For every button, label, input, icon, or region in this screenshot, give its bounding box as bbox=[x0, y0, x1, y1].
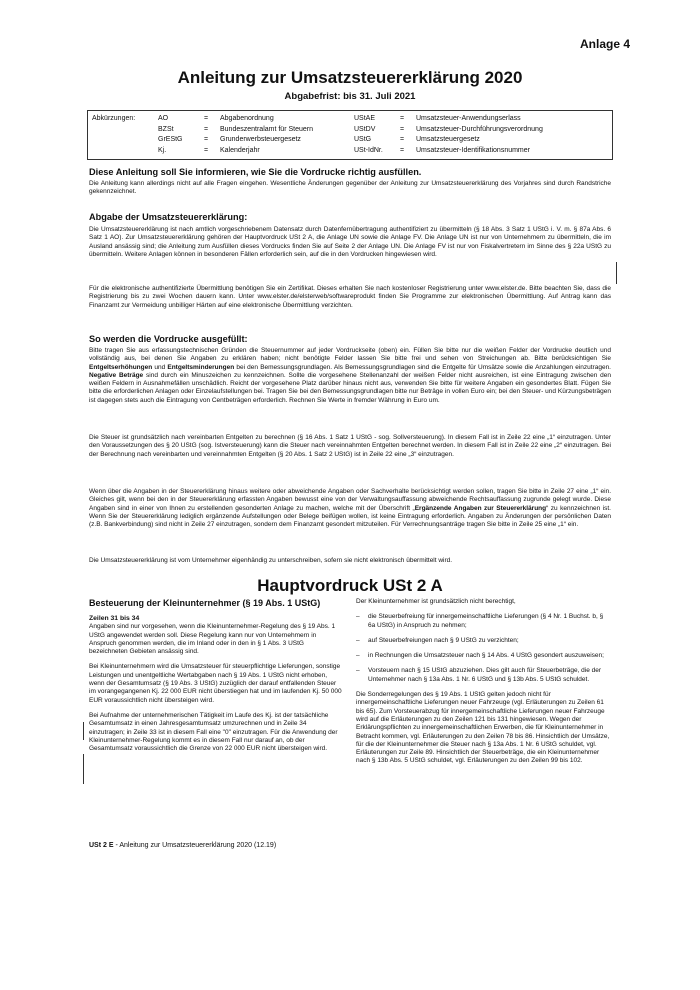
document-title: Anleitung zur Umsatzsteuererklärung 2020 bbox=[177, 68, 523, 87]
abbreviation-row: UStDV = Umsatzsteuer-Durchführungsverordnung bbox=[354, 125, 543, 133]
annex-label: Anlage 4 bbox=[579, 37, 630, 51]
abbreviation-row: GrEStG = Grunderwerbsteuergesetz bbox=[158, 136, 301, 143]
abbreviation-row: UStAE = Umsatzsteuer-Anwendungserlass bbox=[354, 115, 521, 122]
abbreviations-left-column bbox=[158, 114, 313, 156]
change-marker bbox=[83, 722, 84, 740]
intro-heading: Diese Anleitung soll Sie informieren, wie Sie die Vordrucke richtig ausfüllen. bbox=[89, 167, 422, 177]
list-item: – die Steuerbefreiung für innergemeinschaftliche Lieferungen (§ 4 Nr. 1 Buchst. b, § 6a UStG) in Anspruch zu nehmen; bbox=[356, 613, 604, 629]
abbreviations-box bbox=[87, 110, 613, 160]
paragraph: Bei Kleinunternehmern wird die Umsatzsteuer für steuerpflichtige Lieferungen, sonstige Leistungen und unentgeltliche Wertabgaben nach § 19 Abs. 1 UStG nicht erhoben, wenn der Gesamtumsatz (§ 19 Abs. 3 UStG) zuzüglich der darauf entfallenden Steuer im vorangegangenen Kj. 22 000 EUR nicht überstiegen hat und im laufenden Kj. 50 000 EUR voraussichtlich nicht übersteigen wird. bbox=[89, 663, 342, 704]
ausfuellen-paragraph: Wenn über die Angaben in der Steuererklärung hinaus weitere oder abweichende Angaben oder Sachverhalte berücksichtigt werden sollen, tragen Sie bitte in Zeile 27 eine „1“ ein. Gleiches gilt, wenn bei den in der Steuererklärung erfassten Angaben bewusst eine von der Verwaltungsauffassung abweichende Rechtsauffassung zugrunde gelegt wurde. Diese Angaben sind in einer von Ihnen zu erstellenden gesonderten Anlage zu machen, welche mit der Überschrift „Ergänzende Angaben zur Steuererklärung“ zu kennzeichnen ist. Wenn Sie der Steuererklärung lediglich ergänzende Aufstellungen oder Belege beifügen wollen, ist keine Eintragung erforderlich. Angaben zu Änderungen der persönlichen Daten (z.B. Bankverbindung) sind nicht in Zeile 27 einzutragen, sondern dem Finanzamt gesondert mitzuteilen. Für Verrechnungsanträge tragen Sie bitte in Zeile 25 eine „1“ ein. bbox=[89, 488, 611, 529]
abbreviation-row: BZSt = Bundeszentralamt für Steuern bbox=[158, 125, 313, 133]
ausfuellen-paragraph: Die Umsatzsteuererklärung ist vom Unternehmer eigenhändig zu unterschreiben, sofern sie nicht elektronisch übermittelt wird. bbox=[89, 557, 453, 564]
abgabe-paragraph: Die Umsatzsteuererklärung ist nach amtlich vorgeschriebenem Datensatz durch Datenfernübertragung authentifiziert zu übermitteln (§ 18 Abs. 3 Satz 1 UStG i. V. m. § 87a Abs. 6 Satz 1 AO). Zur Umsatzsteuererklärung gehören der Hauptvordruck USt 2 A, die Anlage UN sowie die Anlage FV. Die Anlage UN ist nur von Unternehmern zu übermitteln, die im Ausland ansässig sind; die Anleitung zum Ausfüllen dieses Vordrucks finden Sie auf Seite 2 der Anlage UN. Die Anlage FV ist nur von Fiskalvertretern im Sinne des § 22a UStG zu übermitteln. Weitere Anlagen können in besonderen Fällen erforderlich sein, auf die in den Vordrucken hingewiesen wird. bbox=[89, 226, 611, 258]
list-item: – auf Steuerbefreiungen nach § 9 UStG zu verzichten; bbox=[356, 636, 519, 644]
paragraph: Die Sonderregelungen des § 19 Abs. 1 UStG gelten jedoch nicht für innergemeinschaftliche Lieferungen neuer Fahrzeuge (vgl. Erläuterungen zu Zeilen 61 bis 65). Zum Vorsteuerabzug für innergemeinschaftliche Lieferungen neuer Fahrzeuge wird auf die Erläuterungen zu den Zeilen 121 bis 131 hingewiesen. Wegen der Erklärungspflichten zu innergemeinschaftlichen Erwerben, die für Kleinunternehmer in Betracht kommen, vgl. Erläuterungen zu den Zeilen 78 bis 86. Hinsichtlich der Umsätze, für die der Kleinunternehmer die Steuer nach § 13a Abs. 1 Nr. 6 UStG schuldet, vgl. Erläuterungen zur Zeile 89. Hinsichtlich der Steuerbeträge, die ein Kleinunternehmer nach § 13b Abs. 5 UStG schuldet, vgl. Erläuterungen zu den Zeilen 99 bis 102. bbox=[356, 691, 610, 765]
intro-text: Die Anleitung kann allerdings nicht auf alle Fragen eingehen. Wesentliche Änderungen gegenüber der Anleitung zur Umsatzsteuererklärung des Vorjahres sind durch Randstriche gekennzeichnet. bbox=[89, 180, 611, 196]
abbreviation-row: AO = Abgabenordnung bbox=[158, 115, 274, 122]
change-marker bbox=[616, 262, 617, 284]
ausfuellen-heading: So werden die Vordrucke ausgefüllt: bbox=[89, 334, 248, 344]
abbreviations-label: Abkürzungen: bbox=[92, 115, 136, 122]
abbreviation-row: UStG = Umsatzsteuergesetz bbox=[354, 136, 480, 143]
abbreviation-row: Kj. = Kalenderjahr bbox=[158, 146, 260, 154]
change-marker bbox=[83, 754, 84, 784]
abgabe-paragraph: Für die elektronische authentifizierte Übermittlung benötigen Sie ein Zertifikat. Dieses erhalten Sie nach kostenloser Registrierung unter www.elster.de. Bitte beachten Sie, dass die Registrierung bis zu zwei Wochen dauern kann. Unter www.elster.de/elsterweb/softwareprodukt finden Sie Programme zur elektronischen Übermittlung. Auf Antrag kann das Finanzamt zur Vermeidung unbilliger Härten auf eine elektronische Übermittlung verzichten. bbox=[89, 285, 611, 309]
right-column bbox=[356, 598, 611, 773]
kleinunternehmer-heading: Besteuerung der Kleinunternehmer (§ 19 Abs. 1 UStG) bbox=[89, 598, 321, 608]
list-item: – in Rechnungen die Umsatzsteuer nach § 14 Abs. 4 UStG gesondert auszuweisen; bbox=[356, 652, 604, 660]
list-item: – Vorsteuern nach § 15 UStG abzuziehen. Dies gilt auch für Steuerbeträge, die der Unternehmer nach § 13a Abs. 1 Nr. 6 UStG und § 13b Abs. 5 UStG schuldet. bbox=[356, 667, 602, 683]
footer: USt 2 E - Anleitung zur Umsatzsteuererklärung 2020 (12.19) bbox=[89, 842, 277, 849]
paragraph: Angaben sind nur vorgesehen, wenn die Kleinunternehmer-Regelung des § 19 Abs. 1 UStG angewendet werden soll. Diese Regelung kann nur von Unternehmern in Anspruch genommen werden, die im Inland oder in den in § 1 Abs. 3 UStG bezeichneten Gebieten ansässig sind. bbox=[89, 623, 336, 656]
abbreviations-right-column bbox=[354, 114, 543, 156]
paragraph: Bei Aufnahme der unternehmerischen Tätigkeit im Laufe des Kj. ist der tatsächliche Gesamtumsatz in einen Jahresgesamtumsatz umzurechnen und in Zeile 34 einzutragen; in Zeile 33 ist in diesem Fall eine "0" einzutragen. Für die Anwendung der Kleinunternehmer-Regelung kommt es in diesem Fall nur darauf an, ob der Gesamtumsatz voraussichtlich die Grenze von 22 000 EUR nicht übersteigen wird. bbox=[89, 711, 338, 753]
deadline-subtitle: Abgabefrist: bis 31. Juli 2021 bbox=[284, 91, 416, 102]
paragraph: Der Kleinunternehmer ist grundsätzlich nicht berechtigt, bbox=[356, 598, 516, 605]
abgabe-heading: Abgabe der Umsatzsteuererklärung: bbox=[89, 212, 248, 222]
ausfuellen-paragraph: Die Steuer ist grundsätzlich nach vereinbarten Entgelten zu berechnen (§ 16 Abs. 1 Satz 1 UStG - sog. Sollversteuerung). In diesem Fall ist in Zeile 22 eine „1“ einzutragen. Unter den Voraussetzungen des § 20 UStG (sog. Istversteuerung) kann die Steuer nach vereinnahmten Entgelten berechnet werden. In diesem Fall ist in Zeile 22 eine „2“ einzutragen. Bei der Berechnung nach vereinbarten und vereinnahmten Entgelten (§ 20 Abs. 1 Satz 2 UStG) ist in Zeile 22 eine „3“ einzutragen. bbox=[89, 434, 611, 458]
abbreviation-row: USt-IdNr. = Umsatzsteuer-Identifikationsnummer bbox=[354, 146, 530, 154]
section-title: Hauptvordruck USt 2 A bbox=[257, 576, 443, 595]
left-column bbox=[89, 598, 344, 760]
ausfuellen-paragraph: Bitte tragen Sie aus erfassungstechnischen Gründen die Steuernummer auf jeder Vordruckseite (oben) ein. Füllen Sie bitte nur die weißen Felder der Vordrucke deutlich und vollständig aus, bei denen Sie Angaben zu erklären haben; nicht benötigte Felder lassen Sie bitte frei und sehen von Streichungen ab. Bitte berücksichtigen Sie Entgeltserhöhungen und Entgeltsminderungen bei den Bemessungsgrundlagen. Als Bemessungsgrundlagen sind die Entgelte für Umsätze sowie die Anzahlungen einzutragen. Negative Beträge sind durch ein Minuszeichen zu kennzeichnen. Sollte die vorgesehene Stellenanzahl der weißen Felder nicht ausreichen, ist eine Eintragung zwischen den weißen Feldern in Ausnahmefällen unschädlich. Reicht der vorgesehene Platz darüber hinaus nicht aus, verwenden Sie bitte für weitere Angaben ein gesondertes Blatt. Fügen Sie bitte die erforderlichen Anlagen oder Einzelaufstellungen bei. Tragen Sie bei den Bemessungsgrundlagen bitte nur Beträge in vollen Euro ein; bei den Steuer- und Kürzungsbeträgen ist dagegen stets auch die Eintragung von Centbeträgen erforderlich. Rechnen Sie Werte in fremder Währung in Euro um. bbox=[89, 347, 611, 404]
lines-subheading: Zeilen 31 bis 34 bbox=[89, 615, 140, 622]
